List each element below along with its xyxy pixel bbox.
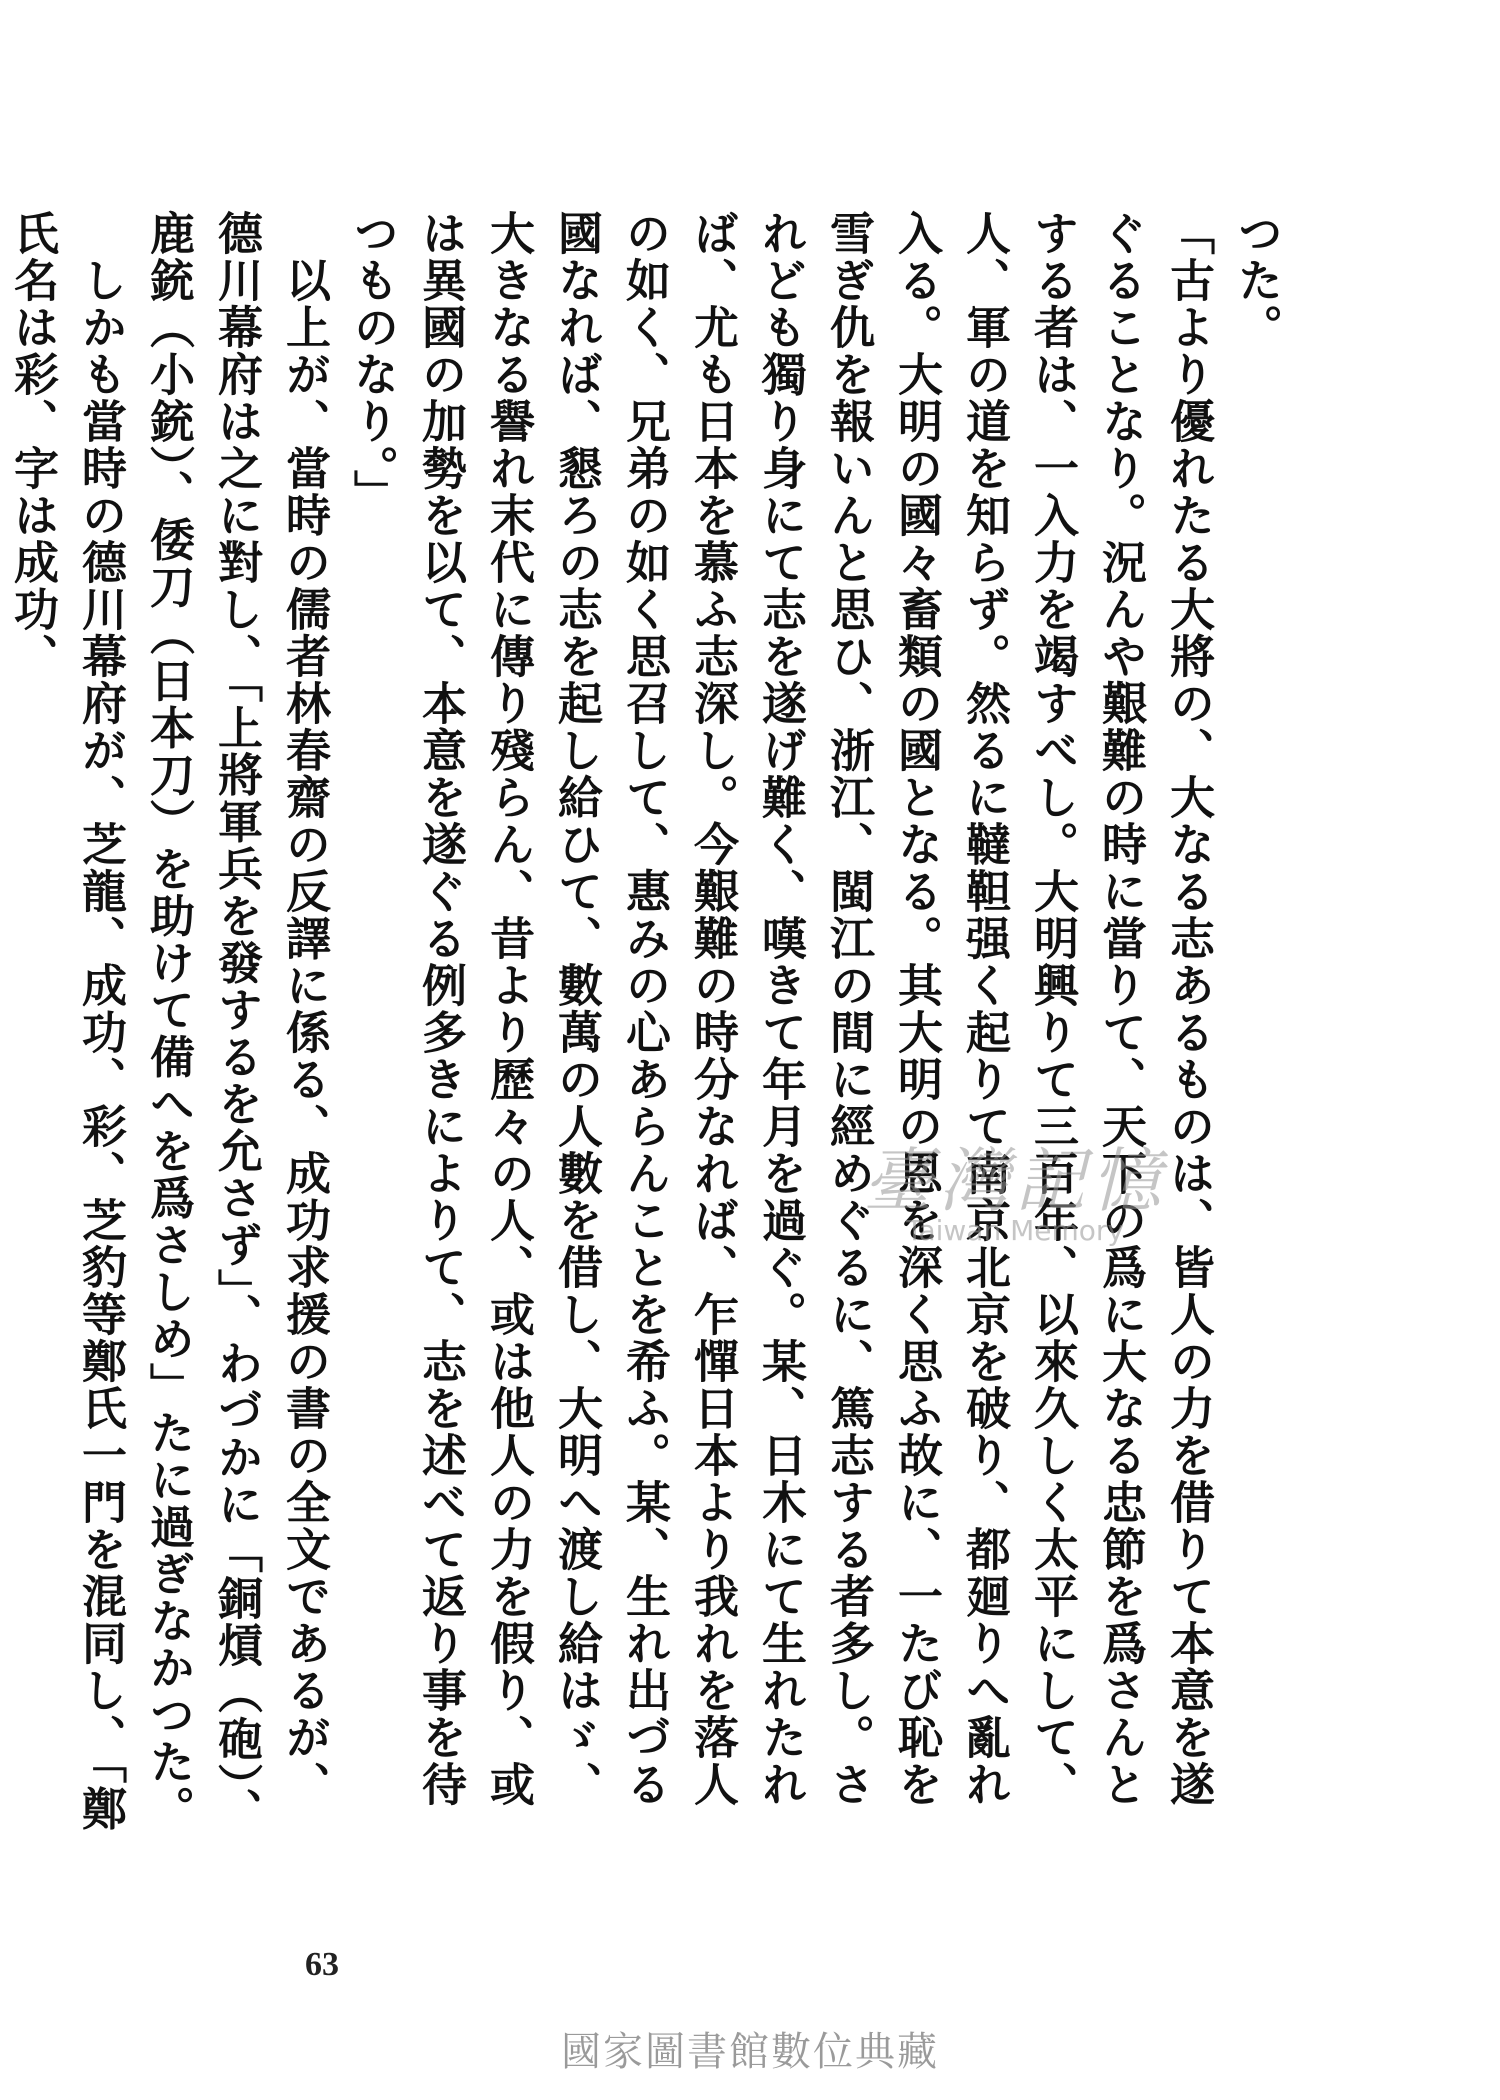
watermark-main-text: 臺灣記憶 (863, 1140, 1167, 1222)
text-line: つた。 (1230, 210, 1283, 351)
watermark-sub-text: Taiwan Memory (906, 1214, 1124, 1247)
text-paragraph-letter: 「古より優れたる大將の、大なる志あるものは、皆人の力を借りて本意を遂ぐることなり。況んや艱難の時に當りて、天下の爲に大なる忠節を爲さんとする者は、一入力を竭すべし。大明興りて三百年、以來久しく太平にして、人、軍の道を知らず。然るに韃靼强く起りて南京北京を破り、都廻りへ亂れ入る。大明の國々畜類の國となる。其大明の恩を深く思ふ故に、一たび恥を雪ぎ仇を報いんと思ひ、浙江、閩江の間に經めぐるに、篤志する者多し。されども獨り身にて志を遂げ難く、嘆きて年月を過ぐ。某、日木にて生れたれば、尤も日本を慕ふ志深し。今艱難の時分なれば、乍憚日本より我れを落人の如く、兄弟の如く思召して、惠みの心あらんことを希ふ。某、生れ出づる國なれば、懇ろの志を起し給ひて、數萬の人數を借し、大明へ渡し給はゞ、大きなる譽れ末代に傳り殘らん、昔より歷々の人、或は他人の力を假り、或は異國の加勢を以て、本意を遂ぐる例多きによりて、志を述べて返り事を待つものなり。」 (346, 210, 1215, 1808)
text-paragraph-commentary: 以上が、當時の儒者林春齋の反譯に係る、成功求援の書の全文であるが、德川幕府は之に對し、「上將軍兵を發するを允さず」、わづかに「銅熕（砲）、鹿銃（小銃）、倭刀（日本刀）を助けて備へを爲さしめ」たに過ぎなかつた。 (142, 210, 331, 1835)
page-number: 63 (305, 1946, 339, 1983)
footer-collection-label: 國家圖書館數位典藏 (561, 2029, 939, 2075)
vertical-body-text (6, 210, 1290, 1850)
text-paragraph-continuation: しかも當時の德川幕府が、芝龍、成功、彩、芝豹等鄭氏一門を混同し、「鄭氏名は彩、字は成功、 (6, 210, 127, 1833)
